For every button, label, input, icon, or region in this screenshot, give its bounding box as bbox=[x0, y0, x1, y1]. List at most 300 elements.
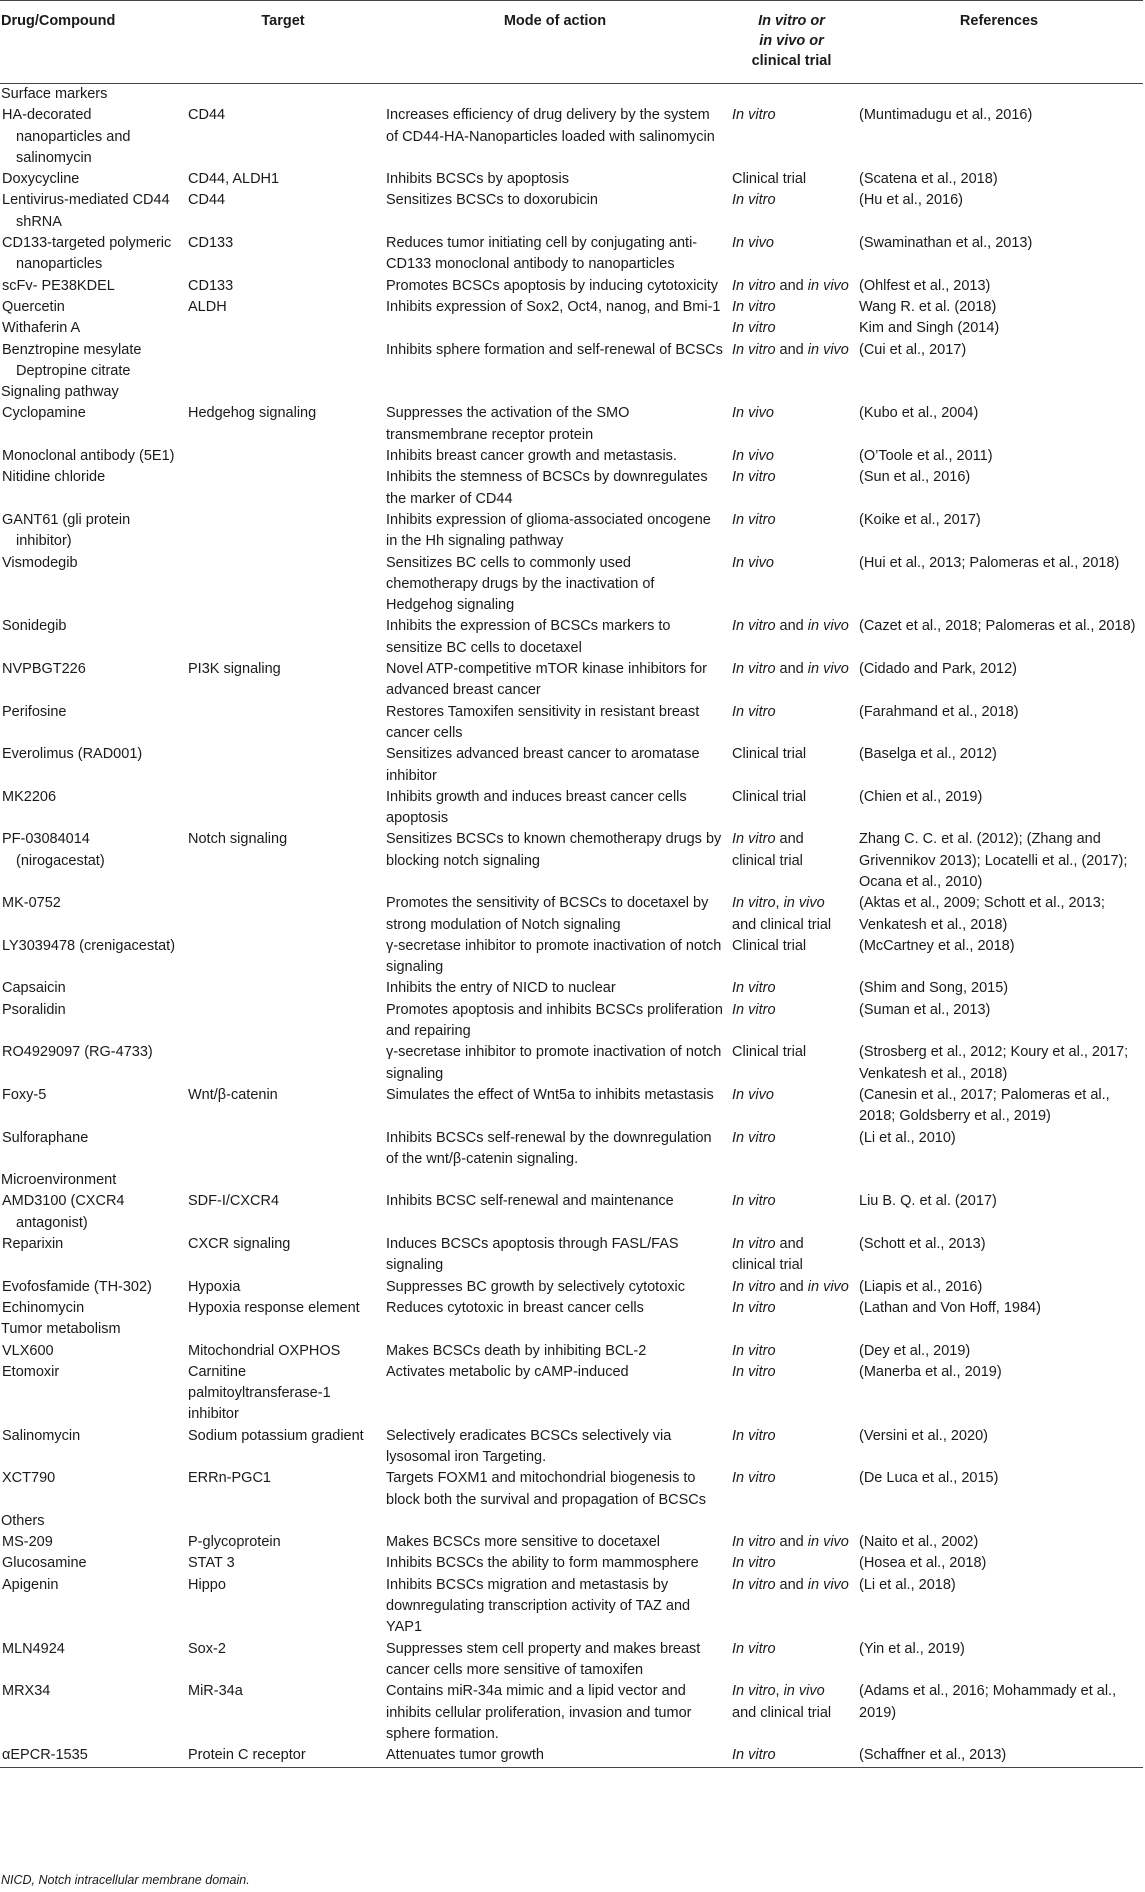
setting-term: In vitro bbox=[732, 661, 776, 678]
setting-cell bbox=[728, 553, 855, 617]
table-row bbox=[0, 1191, 1143, 1234]
setting-cell bbox=[728, 446, 855, 467]
drug-cell: Apigenin bbox=[2, 1576, 59, 1593]
drug-cell: Withaferin A bbox=[2, 320, 81, 337]
target-cell bbox=[184, 446, 382, 467]
setting-term: In vitro bbox=[732, 469, 776, 486]
reference-cell: (Swaminathan et al., 2013) bbox=[859, 235, 1033, 252]
setting-cell bbox=[728, 233, 855, 276]
header-target: Target bbox=[184, 1, 382, 84]
table-row bbox=[0, 297, 1143, 318]
mode-cell: Suppresses stem cell property and makes breast cancer cells more sensitive of tamoxifen bbox=[386, 1640, 701, 1678]
section-row bbox=[0, 1170, 1143, 1191]
table-row bbox=[0, 978, 1143, 999]
drug-cell: MK-0752 bbox=[2, 895, 61, 912]
table-row bbox=[0, 893, 1143, 936]
setting-cell bbox=[728, 190, 855, 233]
setting-cell bbox=[728, 1341, 855, 1362]
table-row bbox=[0, 787, 1143, 830]
drug-cell: AMD3100 (CXCR4 antagonist) bbox=[2, 1193, 125, 1231]
setting-term: In vitro bbox=[732, 1683, 776, 1700]
mode-cell: Induces BCSCs apoptosis through FASL/FAS signaling bbox=[386, 1236, 679, 1274]
setting-cell bbox=[728, 702, 855, 745]
setting-term: In vitro bbox=[732, 1555, 776, 1572]
header-setting-line3: clinical trial bbox=[751, 53, 832, 69]
target-cell bbox=[184, 936, 382, 979]
table-row bbox=[0, 1042, 1143, 1085]
target-cell: ERRn-PGC1 bbox=[188, 1470, 271, 1487]
reference-cell: (Strosberg et al., 2012; Koury et al., 2017; Venkatesh et al., 2018) bbox=[859, 1044, 1129, 1082]
setting-term: in vivo bbox=[807, 341, 849, 358]
setting-term: In vitro bbox=[732, 831, 776, 848]
section-title: Others bbox=[1, 1512, 45, 1529]
table-row bbox=[0, 340, 1143, 383]
reference-cell: (Yin et al., 2019) bbox=[859, 1640, 965, 1657]
table-row bbox=[0, 276, 1143, 297]
setting-cell: In vitro and in vivo bbox=[732, 341, 849, 358]
mode-cell: γ-secretase inhibitor to promote inactivation of notch signaling bbox=[386, 1044, 722, 1082]
target-cell bbox=[184, 616, 382, 659]
drug-cell: Quercetin bbox=[2, 298, 65, 315]
setting-term: In vitro bbox=[732, 1129, 776, 1146]
mode-cell: Makes BCSCs death by inhibiting BCL-2 bbox=[386, 1342, 647, 1359]
table-row bbox=[0, 1341, 1143, 1362]
mode-cell: Promotes BCSCs apoptosis by inducing cytotoxicity bbox=[386, 277, 719, 294]
table-row bbox=[0, 403, 1143, 446]
setting-cell bbox=[728, 1298, 855, 1319]
setting-term: In vitro bbox=[732, 320, 776, 337]
setting-term: In vitro bbox=[732, 298, 776, 315]
setting-term: In vivo bbox=[732, 405, 774, 422]
mode-cell: Inhibits BCSC self-renewal and maintenance bbox=[386, 1193, 674, 1210]
table-row bbox=[0, 1681, 1143, 1745]
setting-cell bbox=[728, 467, 855, 510]
table-row bbox=[0, 1532, 1143, 1553]
setting-term: in vivo bbox=[807, 1576, 849, 1593]
setting-term: In vitro bbox=[732, 618, 776, 635]
reference-cell: (Hu et al., 2016) bbox=[859, 192, 963, 209]
setting-term: in vivo bbox=[807, 1534, 849, 1551]
table-row bbox=[0, 1277, 1143, 1298]
table-row bbox=[0, 936, 1143, 979]
table-row bbox=[0, 510, 1143, 553]
drug-cell: Etomoxir bbox=[2, 1363, 60, 1380]
reference-cell: (Aktas et al., 2009; Schott et al., 2013; Venkatesh et al., 2018) bbox=[859, 895, 1105, 933]
setting-term: In vitro bbox=[732, 1576, 776, 1593]
mode-cell: Targets FOXM1 and mitochondrial biogenesis to block both the survival and propagation of BCSCs bbox=[386, 1470, 706, 1508]
table-row bbox=[0, 1085, 1143, 1128]
target-cell: CD44 bbox=[188, 192, 226, 209]
setting-term: In vitro bbox=[732, 1299, 776, 1316]
target-cell: STAT 3 bbox=[188, 1555, 235, 1572]
setting-cell bbox=[728, 1362, 855, 1426]
table-row bbox=[0, 744, 1143, 787]
mode-cell: Sensitizes BCSCs to known chemotherapy drugs by blocking notch signaling bbox=[386, 831, 722, 869]
setting-term: In vitro bbox=[732, 1001, 776, 1018]
table-row bbox=[0, 105, 1143, 169]
reference-cell: (Versini et al., 2020) bbox=[859, 1427, 988, 1444]
reference-cell: (Adams et al., 2016; Mohammady et al., 2019) bbox=[859, 1683, 1117, 1721]
setting-cell bbox=[728, 1468, 855, 1511]
mode-cell: Contains miR-34a mimic and a lipid vector and inhibits cellular proliferation, invasion and tumor sphere formation. bbox=[386, 1683, 692, 1742]
drug-cell: Reparixin bbox=[2, 1236, 64, 1253]
reference-cell: Wang R. et al. (2018) bbox=[859, 298, 997, 315]
drug-cell: XCT790 bbox=[2, 1470, 56, 1487]
header-mode: Mode of action bbox=[382, 1, 728, 84]
reference-cell: (De Luca et al., 2015) bbox=[859, 1470, 999, 1487]
setting-term: in vivo bbox=[783, 895, 825, 912]
setting-term: In vitro bbox=[732, 511, 776, 528]
target-cell bbox=[184, 978, 382, 999]
mode-cell: Reduces cytotoxic in breast cancer cells bbox=[386, 1299, 644, 1316]
drug-cell: MS-209 bbox=[2, 1534, 53, 1551]
setting-cell: In vitro and in vivo bbox=[732, 1576, 849, 1593]
reference-cell: (Naito et al., 2002) bbox=[859, 1534, 979, 1551]
table-row bbox=[0, 318, 1143, 339]
target-cell bbox=[184, 510, 382, 553]
reference-cell: (Li et al., 2018) bbox=[859, 1576, 956, 1593]
drug-cell: Evofosfamide (TH-302) bbox=[2, 1278, 152, 1295]
mode-cell: Simulates the effect of Wnt5a to inhibits metastasis bbox=[386, 1086, 714, 1103]
setting-cell bbox=[728, 1085, 855, 1128]
setting-cell: In vitro and in vivo bbox=[732, 277, 849, 294]
table-row bbox=[0, 702, 1143, 745]
header-row bbox=[0, 1, 1143, 84]
mode-cell: Inhibits expression of Sox2, Oct4, nanog, and Bmi-1 bbox=[386, 298, 721, 315]
mode-cell bbox=[382, 318, 728, 339]
drug-cell: Sulforaphane bbox=[2, 1129, 89, 1146]
table-row bbox=[0, 1468, 1143, 1511]
reference-cell: (Liapis et al., 2016) bbox=[859, 1278, 983, 1295]
section-row bbox=[0, 382, 1143, 403]
reference-cell: (Li et al., 2010) bbox=[859, 1129, 956, 1146]
setting-cell: In vitro and in vivo bbox=[732, 1534, 849, 1551]
setting-cell bbox=[728, 978, 855, 999]
setting-cell: In vitro, in vivo and clinical trial bbox=[732, 895, 832, 933]
drug-cell: Doxycycline bbox=[2, 171, 80, 188]
setting-term: in vivo bbox=[783, 1683, 825, 1700]
setting-cell bbox=[728, 1745, 855, 1768]
section-row bbox=[0, 1511, 1143, 1532]
table-row bbox=[0, 1298, 1143, 1319]
drug-cell: scFv- PE38KDEL bbox=[2, 277, 115, 294]
setting-term: In vitro bbox=[732, 1640, 776, 1657]
setting-term: In vitro bbox=[732, 1534, 776, 1551]
drug-cell: Capsaicin bbox=[2, 980, 66, 997]
table-row bbox=[0, 1362, 1143, 1426]
mode-cell: Selectively eradicates BCSCs selectively via lysosomal iron Targeting. bbox=[386, 1427, 672, 1465]
setting-cell bbox=[728, 1553, 855, 1574]
table-body bbox=[0, 84, 1143, 1768]
setting-cell bbox=[728, 403, 855, 446]
setting-cell bbox=[728, 1128, 855, 1171]
table-row bbox=[0, 1745, 1143, 1768]
target-cell: Protein C receptor bbox=[184, 1745, 382, 1768]
header-setting-line1: In vitro or bbox=[758, 13, 825, 29]
setting-cell: In vitro and in vivo bbox=[732, 661, 849, 678]
setting-term: In vitro bbox=[732, 1363, 776, 1380]
setting-term: in vivo bbox=[807, 277, 849, 294]
drug-cell: GANT61 (gli protein inhibitor) bbox=[2, 511, 131, 550]
reference-cell: (Manerba et al., 2019) bbox=[859, 1363, 1002, 1380]
setting-term: In vivo bbox=[732, 235, 774, 252]
setting-term: in vivo bbox=[807, 661, 849, 678]
drug-cell: Echinomycin bbox=[2, 1299, 85, 1316]
target-cell: CD44 bbox=[188, 107, 226, 124]
reference-cell: (Koike et al., 2017) bbox=[859, 511, 981, 528]
target-cell: Sox-2 bbox=[188, 1640, 226, 1657]
drug-cell: Lentivirus-mediated CD44 shRNA bbox=[2, 192, 170, 230]
setting-term: In vitro bbox=[732, 1342, 776, 1359]
mode-cell: Novel ATP-competitive mTOR kinase inhibitors for advanced breast cancer bbox=[386, 661, 707, 699]
setting-cell: Clinical trial bbox=[732, 937, 807, 954]
table-row bbox=[0, 553, 1143, 617]
drug-cell: HA-decorated nanoparticles and salinomycin bbox=[2, 107, 131, 166]
mode-cell: Reduces tumor initiating cell by conjugating anti-CD133 monoclonal antibody to nanoparticles bbox=[386, 235, 698, 273]
mode-cell: Restores Tamoxifen sensitivity in resistant breast cancer cells bbox=[386, 703, 700, 741]
reference-cell: (Cidado and Park, 2012) bbox=[859, 661, 1017, 678]
reference-cell: (Hui et al., 2013; Palomeras et al., 2018) bbox=[859, 554, 1120, 571]
reference-cell: (McCartney et al., 2018) bbox=[859, 937, 1015, 954]
reference-cell: (Chien et al., 2019) bbox=[859, 788, 983, 805]
setting-cell: Clinical trial bbox=[732, 171, 807, 188]
reference-cell: (Shim and Song, 2015) bbox=[859, 980, 1009, 997]
target-cell: Sodium potassium gradient bbox=[188, 1427, 364, 1444]
mode-cell: Inhibits the expression of BCSCs markers to sensitize BC cells to docetaxel bbox=[386, 618, 671, 656]
reference-cell: (Muntimadugu et al., 2016) bbox=[859, 107, 1033, 124]
reference-cell: (Cazet et al., 2018; Palomeras et al., 2018) bbox=[859, 618, 1136, 635]
drug-cell: VLX600 bbox=[2, 1342, 54, 1359]
mode-cell: Suppresses the activation of the SMO transmembrane receptor protein bbox=[386, 405, 630, 443]
setting-term: In vitro bbox=[732, 341, 776, 358]
target-cell bbox=[184, 553, 382, 617]
setting-term: In vivo bbox=[732, 1086, 774, 1103]
target-cell bbox=[184, 787, 382, 830]
target-cell: Hypoxia response element bbox=[188, 1299, 360, 1316]
target-cell: Hedgehog signaling bbox=[188, 405, 317, 422]
target-cell: CD133 bbox=[188, 235, 234, 252]
table-row bbox=[0, 169, 1143, 190]
header-setting-line2: in vivo or bbox=[759, 33, 824, 49]
drug-cell: Salinomycin bbox=[2, 1427, 81, 1444]
table-row bbox=[0, 616, 1143, 659]
drug-cell: Vismodegib bbox=[2, 554, 78, 571]
reference-cell: (Kubo et al., 2004) bbox=[859, 405, 979, 422]
table-row bbox=[0, 446, 1143, 467]
mode-cell: Inhibits BCSCs by apoptosis bbox=[386, 171, 569, 188]
target-cell bbox=[184, 1128, 382, 1171]
drug-cell: Sonidegib bbox=[2, 618, 67, 635]
mode-cell: Sensitizes BCSCs to doxorubicin bbox=[386, 192, 598, 209]
mode-cell: Increases efficiency of drug delivery by the system of CD44-HA-Nanoparticles loaded with salinomycin bbox=[386, 107, 715, 145]
setting-term: In vitro bbox=[732, 1747, 776, 1764]
reference-cell: (Cui et al., 2017) bbox=[859, 341, 967, 358]
header-setting bbox=[728, 1, 855, 84]
setting-cell: In vitro, in vivo and clinical trial bbox=[732, 1683, 832, 1721]
table-row bbox=[0, 1234, 1143, 1277]
reference-cell: Liu B. Q. et al. (2017) bbox=[859, 1193, 997, 1210]
reference-cell: (Baselga et al., 2012) bbox=[859, 746, 997, 763]
setting-cell: In vitro and clinical trial bbox=[732, 1236, 804, 1274]
section-title: Signaling pathway bbox=[1, 384, 119, 401]
reference-cell: (Suman et al., 2013) bbox=[859, 1001, 991, 1018]
drug-cell: PF-03084014 (nirogacestat) bbox=[2, 831, 105, 869]
target-cell: MiR-34a bbox=[188, 1683, 243, 1700]
target-cell bbox=[184, 702, 382, 745]
table-row bbox=[0, 829, 1143, 893]
setting-cell: In vitro and in vivo bbox=[732, 1278, 849, 1295]
drug-cell: Perifosine bbox=[2, 703, 67, 720]
target-cell: CD133 bbox=[188, 277, 234, 294]
table-row bbox=[0, 1426, 1143, 1469]
section-row bbox=[0, 84, 1143, 106]
setting-term: in vivo bbox=[807, 618, 849, 635]
drug-cell: Monoclonal antibody (5E1) bbox=[2, 448, 175, 465]
setting-cell: Clinical trial bbox=[732, 788, 807, 805]
target-cell: CXCR signaling bbox=[188, 1236, 291, 1253]
table-row bbox=[0, 1639, 1143, 1682]
reference-cell: (Canesin et al., 2017; Palomeras et al., 2018; Goldsberry et al., 2019) bbox=[859, 1086, 1110, 1125]
target-cell: Hippo bbox=[188, 1576, 226, 1593]
target-cell bbox=[184, 340, 382, 383]
drug-cell: αEPCR-1535 bbox=[0, 1745, 184, 1768]
target-cell bbox=[184, 1000, 382, 1043]
setting-term: In vitro bbox=[732, 1278, 776, 1295]
drug-cell: Benztropine mesylate Deptropine citrate bbox=[2, 341, 142, 379]
table-row bbox=[0, 1575, 1143, 1639]
setting-cell: In vitro and in vivo bbox=[732, 618, 849, 635]
target-cell: Notch signaling bbox=[188, 831, 288, 848]
mode-cell: Suppresses BC growth by selectively cytotoxic bbox=[386, 1278, 685, 1295]
setting-term: In vitro bbox=[732, 277, 776, 294]
reference-cell: Kim and Singh (2014) bbox=[859, 320, 1000, 337]
section-title: Microenvironment bbox=[1, 1172, 117, 1189]
header-drug: Drug/Compound bbox=[0, 1, 184, 84]
target-cell: P-glycoprotein bbox=[188, 1534, 281, 1551]
setting-cell: In vitro and clinical trial bbox=[732, 831, 804, 869]
table-row bbox=[0, 659, 1143, 702]
setting-cell: Clinical trial bbox=[732, 746, 807, 763]
mode-cell: Inhibits BCSCs migration and metastasis by downregulating transcription activity of TAZ and YAP1 bbox=[386, 1576, 691, 1636]
target-cell bbox=[184, 1042, 382, 1085]
target-cell: Mitochondrial OXPHOS bbox=[188, 1342, 341, 1359]
setting-term: In vitro bbox=[732, 1236, 776, 1253]
section-row bbox=[0, 1319, 1143, 1340]
setting-term: In vivo bbox=[732, 554, 774, 571]
drug-cell: CD133-targeted polymeric nanoparticles bbox=[2, 235, 172, 273]
target-cell: Wnt/β-catenin bbox=[188, 1086, 278, 1103]
drug-cell: MLN4924 bbox=[2, 1640, 65, 1657]
reference-cell: (Ohlfest et al., 2013) bbox=[859, 277, 991, 294]
mode-cell: Promotes the sensitivity of BCSCs to docetaxel by strong modulation of Notch signaling bbox=[386, 895, 709, 933]
reference-cell: (Dey et al., 2019) bbox=[859, 1342, 971, 1359]
drug-cell: Glucosamine bbox=[2, 1555, 87, 1572]
section-title: Surface markers bbox=[1, 86, 108, 102]
mode-cell: γ-secretase inhibitor to promote inactivation of notch signaling bbox=[386, 937, 722, 976]
setting-cell bbox=[728, 318, 855, 339]
target-cell bbox=[184, 893, 382, 936]
table-row bbox=[0, 467, 1143, 510]
setting-term: In vitro bbox=[732, 1193, 776, 1210]
setting-cell bbox=[728, 1426, 855, 1469]
setting-term: In vitro bbox=[732, 895, 776, 912]
setting-cell bbox=[728, 297, 855, 318]
table-row bbox=[0, 1000, 1143, 1043]
setting-cell bbox=[728, 510, 855, 553]
mode-cell: Inhibits BCSCs the ability to form mammosphere bbox=[386, 1555, 699, 1572]
reference-cell: (Scatena et al., 2018) bbox=[859, 171, 998, 188]
setting-term: In vitro bbox=[732, 1427, 776, 1444]
setting-term: In vitro bbox=[732, 980, 776, 997]
target-cell: Carnitine palmitoyltransferase-1 inhibitor bbox=[188, 1363, 331, 1423]
setting-cell bbox=[728, 1000, 855, 1043]
reference-cell: (Schaffner et al., 2013) bbox=[855, 1745, 1143, 1768]
setting-term: In vivo bbox=[732, 448, 774, 465]
mode-cell: Activates metabolic by cAMP-induced bbox=[386, 1363, 629, 1380]
target-cell: SDF-I/CXCR4 bbox=[188, 1193, 280, 1210]
mode-cell: Inhibits sphere formation and self-renewal of BCSCs bbox=[386, 341, 723, 358]
target-cell bbox=[184, 318, 382, 339]
setting-cell bbox=[728, 1639, 855, 1682]
drug-cell: Foxy-5 bbox=[2, 1086, 47, 1103]
reference-cell: Zhang C. C. et al. (2012); (Zhang and Grivennikov 2013); Locatelli et al., (2017); Ocana et al., 2010) bbox=[859, 831, 1128, 890]
table-row bbox=[0, 1553, 1143, 1574]
mode-cell: Inhibits the stemness of BCSCs by downregulates the marker of CD44 bbox=[386, 469, 708, 507]
reference-cell: (O’Toole et al., 2011) bbox=[859, 448, 993, 465]
setting-term: In vitro bbox=[732, 1470, 776, 1487]
setting-term: in vivo bbox=[807, 1278, 849, 1295]
mode-cell: Promotes apoptosis and inhibits BCSCs proliferation and repairing bbox=[386, 1001, 723, 1040]
reference-cell: (Sun et al., 2016) bbox=[859, 469, 971, 486]
setting-term: In vitro bbox=[732, 703, 776, 720]
mode-cell: Inhibits breast cancer growth and metastasis. bbox=[386, 448, 677, 465]
drug-cell: NVPBGT226 bbox=[2, 661, 86, 678]
mode-cell: Inhibits expression of glioma-associated oncogene in the Hh signaling pathway bbox=[386, 511, 711, 550]
drug-cell: MRX34 bbox=[2, 1683, 51, 1700]
reference-cell: (Farahmand et al., 2018) bbox=[859, 703, 1019, 720]
target-cell bbox=[184, 467, 382, 510]
setting-term: In vitro bbox=[732, 107, 776, 124]
header-references: References bbox=[855, 1, 1143, 84]
table-row bbox=[0, 233, 1143, 276]
reference-cell: (Schott et al., 2013) bbox=[859, 1236, 986, 1253]
drug-cell: LY3039478 (crenigacestat) bbox=[2, 937, 176, 954]
target-cell: ALDH bbox=[188, 298, 227, 315]
drug-cell: Psoralidin bbox=[2, 1001, 66, 1018]
drug-cell: RO4929097 (RG-4733) bbox=[2, 1044, 153, 1061]
mode-cell: Makes BCSCs more sensitive to docetaxel bbox=[386, 1534, 660, 1551]
setting-cell: Clinical trial bbox=[732, 1044, 807, 1061]
drug-cell: Everolimus (RAD001) bbox=[2, 746, 143, 763]
target-cell: CD44, ALDH1 bbox=[188, 171, 280, 188]
setting-cell bbox=[728, 105, 855, 169]
drug-cell: Cyclopamine bbox=[2, 405, 86, 422]
setting-term: In vitro bbox=[732, 192, 776, 209]
drug-cell: Nitidine chloride bbox=[2, 469, 106, 486]
mode-cell: Inhibits growth and induces breast cancer cells apoptosis bbox=[386, 788, 687, 827]
drug-cell: MK2206 bbox=[2, 788, 57, 805]
table-row bbox=[0, 190, 1143, 233]
reference-cell: (Lathan and Von Hoff, 1984) bbox=[859, 1299, 1041, 1316]
table-row bbox=[0, 1128, 1143, 1171]
table-footnote: NICD, Notch intracellular membrane domain. bbox=[1, 1873, 250, 1887]
section-title: Tumor metabolism bbox=[1, 1321, 121, 1338]
mode-cell: Inhibits the entry of NICD to nuclear bbox=[386, 980, 616, 997]
target-cell: Hypoxia bbox=[188, 1278, 241, 1295]
mode-cell: Sensitizes BC cells to commonly used chemotherapy drugs by the inactivation of Hedgehog signaling bbox=[386, 554, 655, 614]
mode-cell: Sensitizes advanced breast cancer to aromatase inhibitor bbox=[386, 746, 700, 784]
mode-cell: Inhibits BCSCs self-renewal by the downregulation of the wnt/β-catenin signaling. bbox=[386, 1129, 712, 1167]
